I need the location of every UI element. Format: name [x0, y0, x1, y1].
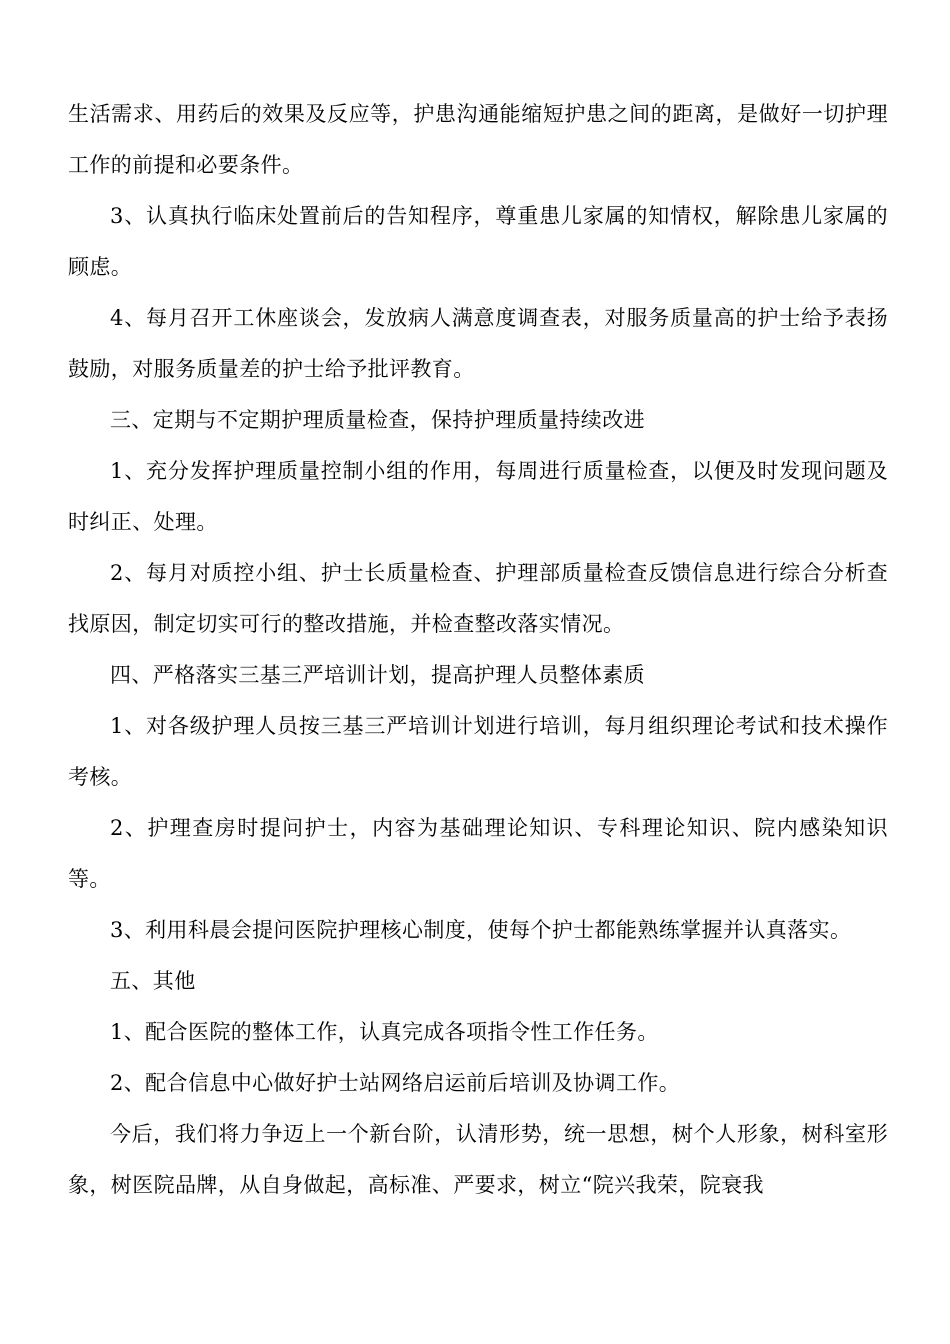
- paragraph-item-2-analysis: 2、每月对质控小组、护士长质量检查、护理部质量检查反馈信息进行综合分析查找原因，制定切实可行的整改措施，并检查整改落实情况。: [68, 561, 888, 636]
- paragraph-item-1-quality-group: 1、充分发挥护理质量控制小组的作用，每周进行质量检查，以便及时发现问题及时纠正、处理。: [68, 459, 888, 534]
- paragraph-item-1-cooperate: 1、配合医院的整体工作，认真完成各项指令性工作任务。: [110, 1020, 659, 1044]
- document-body: [68, 89, 888, 1211]
- paragraph-item-3-morning-meeting: 3、利用科晨会提问医院护理核心制度，使每个护士都能熟练掌握并认真落实。: [110, 918, 852, 942]
- section-heading-4: 四、严格落实三基三严培训计划，提高护理人员整体素质: [110, 663, 645, 687]
- paragraph-continuation: 生活需求、用药后的效果及反应等，护患沟通能缩短护患之间的距离，是做好一切护理工作的前提和必要条件。: [68, 102, 888, 177]
- paragraph-item-1-training: 1、对各级护理人员按三基三严培训计划进行培训，每月组织理论考试和技术操作考核。: [68, 714, 888, 789]
- paragraph-conclusion: 今后，我们将力争迈上一个新台阶，认清形势，统一思想，树个人形象，树科室形象，树医院品牌，从自身做起，高标准、严要求，树立“院兴我荣，院衰我: [68, 1122, 888, 1197]
- paragraph-item-4-meeting: 4、每月召开工休座谈会，发放病人满意度调查表，对服务质量高的护士给予表扬鼓励，对服务质量差的护士给予批评教育。: [68, 306, 888, 381]
- paragraph-item-2-ward-round: 2、护理查房时提问护士，内容为基础理论知识、专科理论知识、院内感染知识等。: [68, 816, 888, 891]
- paragraph-item-2-network: 2、配合信息中心做好护士站网络启运前后培训及协调工作。: [110, 1071, 681, 1095]
- section-heading-3: 三、定期与不定期护理质量检查，保持护理质量持续改进: [110, 408, 645, 432]
- paragraph-item-3-notification: 3、认真执行临床处置前后的告知程序，尊重患儿家属的知情权，解除患儿家属的顾虑。: [68, 204, 888, 279]
- section-heading-5: 五、其他: [110, 969, 196, 993]
